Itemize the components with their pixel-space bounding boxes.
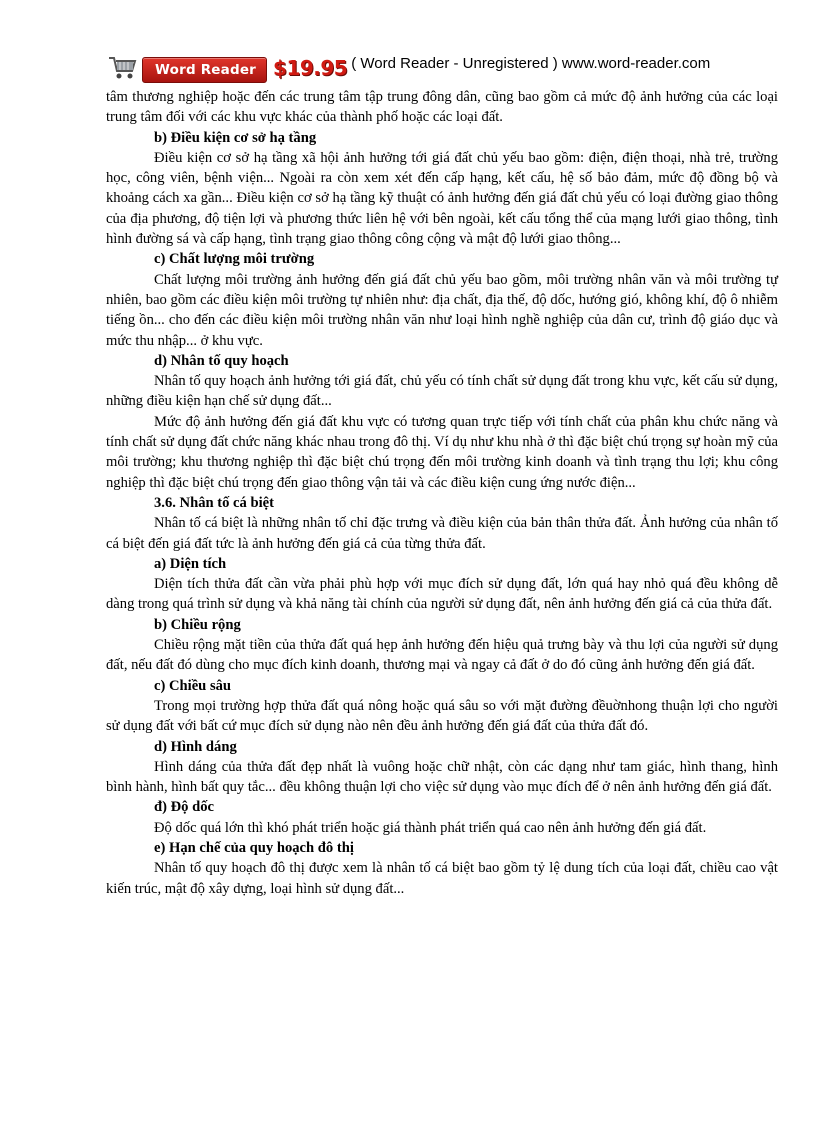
section-heading: c) Chất lượng môi trường <box>154 251 315 268</box>
paragraph: Trong mọi trường hợp thửa đất quá nông hoặc quá sâu so với mặt đường đềuờnhong thuận lợi cho người sử dụng đất với bất cứ mục đích sử dụng nào nên đều ảnh hưởng đến giá đất của thửa đất đó. <box>106 697 778 735</box>
section-heading: 3.6. Nhân tố cá biệt <box>154 494 274 511</box>
price-tag: $19.95 <box>273 56 348 80</box>
section-heading: a) Diện tích <box>154 555 227 572</box>
section-heading: c) Chiều sâu <box>154 677 232 694</box>
paragraph: Chất lượng môi trường ảnh hưởng đến giá đất chủ yếu bao gồm, môi trường nhân văn và môi trường tự nhiên, bao gồm các điều kiện môi trường tự nhiên như: địa chất, địa thế, độ dốc, hướng gió, không khí, độ ô nhiễm tiếng ồn... cho đến các điều kiện môi trường nhân văn như loại hình nghề nghiệp của dân cư, trình độ giáo dục và mức thu nhập... ở khu vực. <box>106 271 778 349</box>
paragraph-continuation: tâm thương nghiệp hoặc đến các trung tâm tập trung đông dân, cũng bao gồm cả mức độ ảnh hưởng của các loại trung tâm đối với các khu vực khác của thành phố hoặc các loại đất. <box>106 89 778 126</box>
paragraph: Nhân tố quy hoạch ảnh hưởng tới giá đất, chủ yếu có tính chất sử dụng đất trong khu vực, kết cấu sử dụng, những điều kiện hạn chế sử dụng đất... <box>106 373 778 410</box>
paragraph: Diện tích thửa đất cần vừa phải phù hợp với mục đích sử dụng đất, lớn quá hay nhỏ quá đều không dễ dàng trong quá trình sử dụng và khả năng tài chính của người sử dụng đất, nên ảnh hưởng đến giá cả của thửa đất. <box>106 576 778 613</box>
paragraph: Điều kiện cơ sở hạ tầng xã hội ảnh hưởng tới giá đất chủ yếu bao gồm: điện, điện thoại, nhà trẻ, trường học, công viên, bệnh viện... Ngoài ra còn xem xét đến cấp hạng, kết cấu, hệ số bảo đảm, mức độ đồng bộ và khoảng cách xa gần... Điều kiện cơ sở hạ tầng kỹ thuật có ảnh hưởng đến giá đất chủ yếu có loại đường giao thông của địa phương, độ tiện lợi và phương thức liên hệ với bên ngoài, kết cấu tổng thể của mạng lưới giao thông, tình hình đường sá và cấp hạng, tình trạng giao thông công cộng và mật độ lưới giao thông... <box>106 149 778 248</box>
section-heading: b) Điều kiện cơ sở hạ tầng <box>154 129 317 146</box>
paragraph: Mức độ ảnh hưởng đến giá đất khu vực có tương quan trực tiếp với tính chất của phân khu chức năng và tính chất sử dụng đất chức năng khác nhau trong đô thị. Ví dụ như khu nhà ở thì đặc biệt chú trọng sự hoàn mỹ của môi trường; khu thương nghiệp thì đặc biệt chú trọng đến môi trường kinh doanh và tình trạng thu lợi; khu công nghiệp thì đặc biệt chú trọng đến giao thông vận tải và các điều kiện cung ứng nước điện... <box>106 413 778 491</box>
word-reader-logo: Word Reader <box>142 57 267 83</box>
paragraph: Chiều rộng mặt tiền của thửa đất quá hẹp ảnh hưởng đến hiệu quả trưng bày và thu lợi của người sử dụng đất, nếu đất đó dùng cho mục đích kinh doanh, thương mại và ngay cả đất ở do đó cũng ảnh hưởng đến giá đất. <box>106 637 778 674</box>
word-reader-banner <box>108 52 768 84</box>
section-heading: e) Hạn chế của quy hoạch đô thị <box>154 839 354 856</box>
paragraph: Độ dốc quá lớn thì khó phát triển hoặc giá thành phát triển quá cao nên ảnh hưởng đến giá đất. <box>154 819 707 836</box>
paragraph: Nhân tố quy hoạch đô thị được xem là nhân tố cá biệt bao gồm tỷ lệ dung tích của loại đất, chiều cao vật kiến trúc, mật độ xây dựng, loại hình sử dụng đất... <box>106 860 778 897</box>
paragraph: Nhân tố cá biệt là những nhân tố chỉ đặc trưng và điều kiện của bản thân thửa đất. Ảnh hưởng của nhân tố cá biệt đến giá đất tức là ảnh hưởng đến giá cả của từng thửa đất. <box>106 515 778 552</box>
document-body <box>106 87 778 899</box>
section-heading: d) Hình dáng <box>154 738 237 755</box>
paragraph: Hình dáng của thửa đất đẹp nhất là vuông hoặc chữ nhật, còn các dạng như tam giác, hình thang, hình bình hành, hình bất quy tắc... đều không thuận lợi cho việc sử dụng vào mục đích để ở nên ảnh hưởng đến giá đất. <box>106 758 778 796</box>
registration-notice: ( Word Reader - Unregistered ) www.word-reader.com <box>351 54 711 72</box>
section-heading: b) Chiều rộng <box>154 616 241 633</box>
shopping-cart-icon <box>108 55 138 81</box>
section-heading: đ) Độ dốc <box>154 799 214 816</box>
section-heading: d) Nhân tố quy hoạch <box>154 352 289 369</box>
